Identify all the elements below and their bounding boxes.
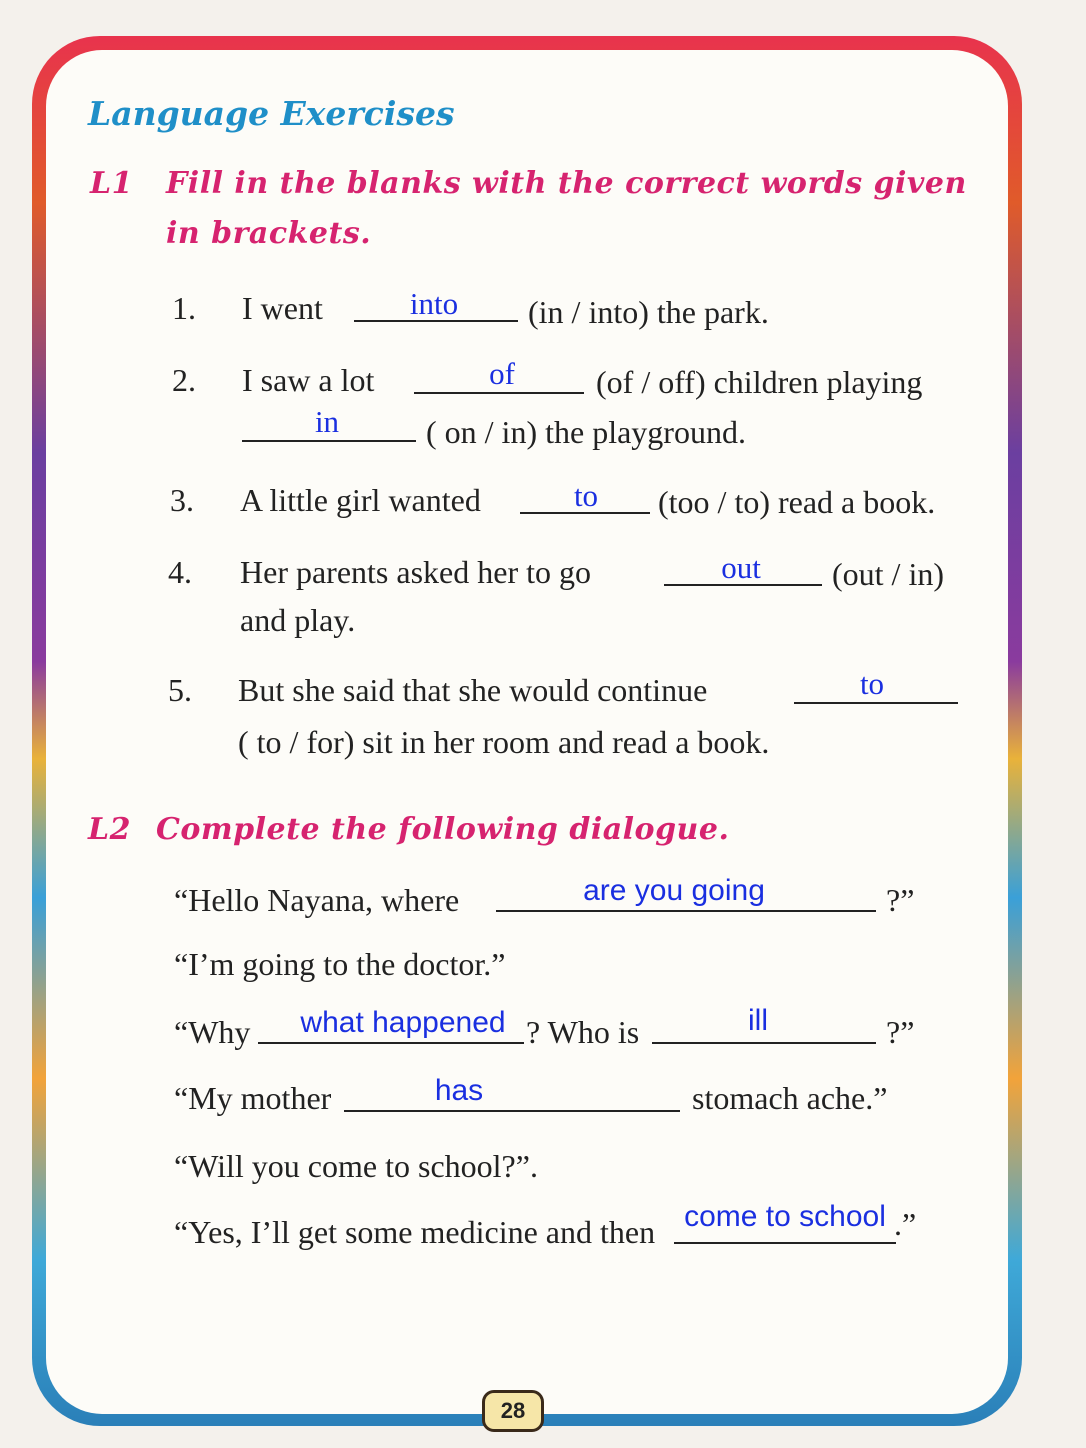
dialogue-text: “My mother	[174, 1080, 332, 1116]
item-text: (of / off) children playing	[596, 364, 923, 400]
answer-blank	[414, 392, 584, 394]
filled-answer: has	[434, 1074, 484, 1107]
filled-answer: are you going	[583, 874, 765, 907]
dialogue-text: ?”	[886, 882, 915, 918]
page-number: 28	[482, 1390, 544, 1432]
dialogue-text: .”	[894, 1206, 917, 1242]
item-text: ( to / for) sit in her room and read a book.	[238, 724, 770, 760]
exercise-label-l1: L1	[90, 166, 133, 201]
item-text: (too / to) read a book.	[658, 484, 936, 520]
filled-answer: in	[314, 404, 340, 439]
item-text: (in / into) the park.	[528, 294, 769, 330]
item-text: I saw a lot	[242, 362, 375, 398]
item-number: 4.	[168, 554, 192, 590]
filled-answer: into	[409, 286, 459, 321]
dialogue-text: “Will you come to school?”.	[174, 1148, 538, 1184]
item-text: Her parents asked her to go	[240, 554, 591, 590]
answer-blank	[496, 910, 876, 912]
dialogue-text: ? Who is	[526, 1014, 640, 1050]
item-text: (out / in)	[832, 556, 944, 592]
dialogue-text: “Hello Nayana, where	[174, 882, 460, 918]
dialogue-text: “Why	[174, 1014, 251, 1050]
item-number: 5.	[168, 672, 192, 708]
item-text: A little girl wanted	[240, 482, 481, 518]
filled-answer: out	[721, 550, 761, 585]
filled-answer: to	[859, 666, 885, 701]
answer-blank	[242, 440, 416, 442]
exercise-instruction-l1-line2: in brackets.	[166, 216, 372, 251]
dialogue-text: “Yes, I’ll get some medicine and then	[174, 1214, 656, 1250]
filled-answer: come to school	[684, 1200, 886, 1233]
answer-blank	[344, 1110, 680, 1112]
item-text: But she said that she would continue	[238, 672, 708, 708]
item-text: and play.	[240, 602, 356, 638]
answer-blank	[794, 702, 958, 704]
filled-answer: to	[573, 478, 599, 513]
answer-blank	[258, 1042, 524, 1044]
section-heading: Language Exercises	[88, 94, 455, 133]
item-number: 2.	[172, 362, 196, 398]
exercise-instruction-l1-line1: Fill in the blanks with the correct words given	[166, 166, 967, 201]
item-text: ( on / in) the playground.	[426, 414, 746, 450]
filled-answer: what happened	[300, 1006, 506, 1039]
answer-blank	[674, 1242, 896, 1244]
exercise-instruction-l2: Complete the following dialogue.	[156, 812, 730, 847]
exercise-label-l2: L2	[88, 812, 131, 847]
dialogue-text: “I’m going to the doctor.”	[174, 946, 506, 982]
filled-answer: ill	[748, 1004, 768, 1037]
dialogue-text: stomach ache.”	[692, 1080, 888, 1116]
item-text: I went	[242, 290, 323, 326]
item-number: 3.	[170, 482, 194, 518]
answer-blank	[652, 1042, 876, 1044]
filled-answer: of	[489, 356, 515, 391]
item-number: 1.	[172, 290, 196, 326]
dialogue-text: ?”	[886, 1014, 915, 1050]
